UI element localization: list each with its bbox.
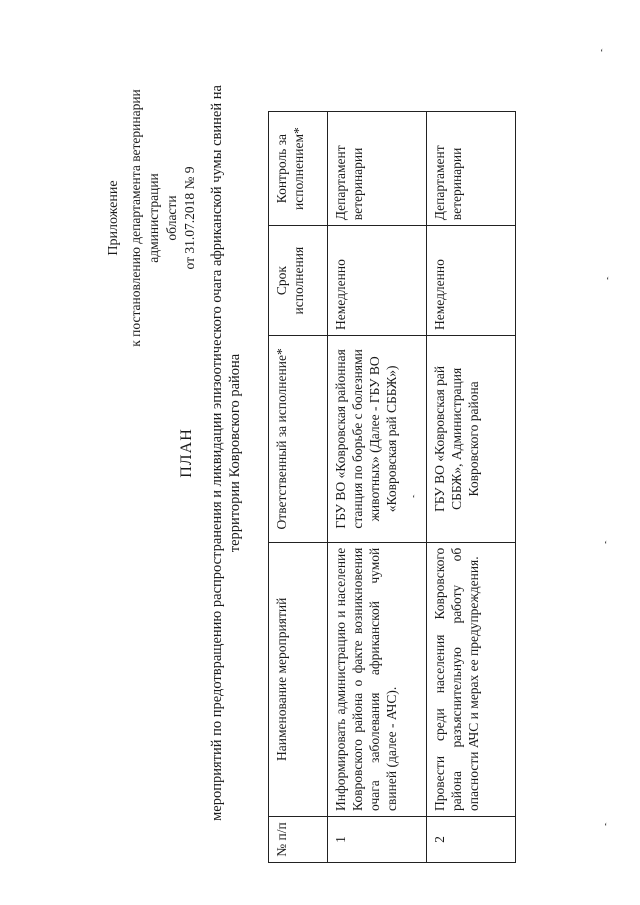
header-num: № п/п — [269, 816, 328, 862]
row-name: Провести среди населения Ковровского района разъяснительную работу об опасности АЧС и мерах ее предупреждения. — [427, 542, 516, 816]
appendix-line-2: области — [164, 194, 179, 241]
row-responsible: ГБУ ВО «Ковровская районная станция по борьбе с болезнями животных» (Далее - ГБУ ВО «Ковровская рай СББЖ») — [328, 335, 427, 542]
row-term: Немедленно — [328, 225, 427, 335]
scan-speck: ʻ — [604, 540, 608, 551]
header-control: Контроль за исполнением* — [269, 111, 328, 225]
table-row — [427, 111, 516, 862]
scan-speck: ʻ — [600, 48, 604, 59]
row-control: Департамент ветеринарии — [427, 111, 516, 225]
plan-subtitle: мероприятий по предотвращению распространения и ликвидации эпизоотического очага африканской чумы свиней на территории Ковровского района — [209, 84, 243, 821]
header-responsible: Ответственный за исполнение* — [269, 335, 328, 542]
header-term: Срок исполнения — [269, 225, 328, 335]
row-control: Департамент ветеринарии — [328, 111, 427, 225]
appendix-title: Приложение — [106, 179, 121, 256]
row-name: Информировать администрацию и население Ковровского района о факте возникновения очага заболевания африканской чумой свиней (далее - АЧС). — [328, 542, 427, 816]
rotated-page — [10, 13, 630, 893]
table-row — [328, 111, 427, 862]
measures-table — [268, 111, 516, 863]
table-header-row — [269, 111, 328, 862]
appendix-date: от 31.07.2018 № 9 — [182, 166, 197, 269]
row-num: 1 — [328, 816, 427, 862]
row-term: Немедленно — [427, 225, 516, 335]
plan-title: ПЛАН — [178, 427, 195, 478]
header-name: Наименование мероприятий — [269, 542, 328, 816]
row-responsible: ГБУ ВО «Ковровская рай СББЖ», Администрация Ковровского района — [427, 335, 516, 542]
scan-speck: ʻ — [604, 822, 608, 833]
row-num: 2 — [427, 816, 516, 862]
scan-speck: ʻ — [412, 494, 416, 505]
scan-speck: ʻ — [606, 276, 610, 287]
appendix-line-1: к постановлению департамента ветеринарии администрации — [128, 88, 161, 347]
